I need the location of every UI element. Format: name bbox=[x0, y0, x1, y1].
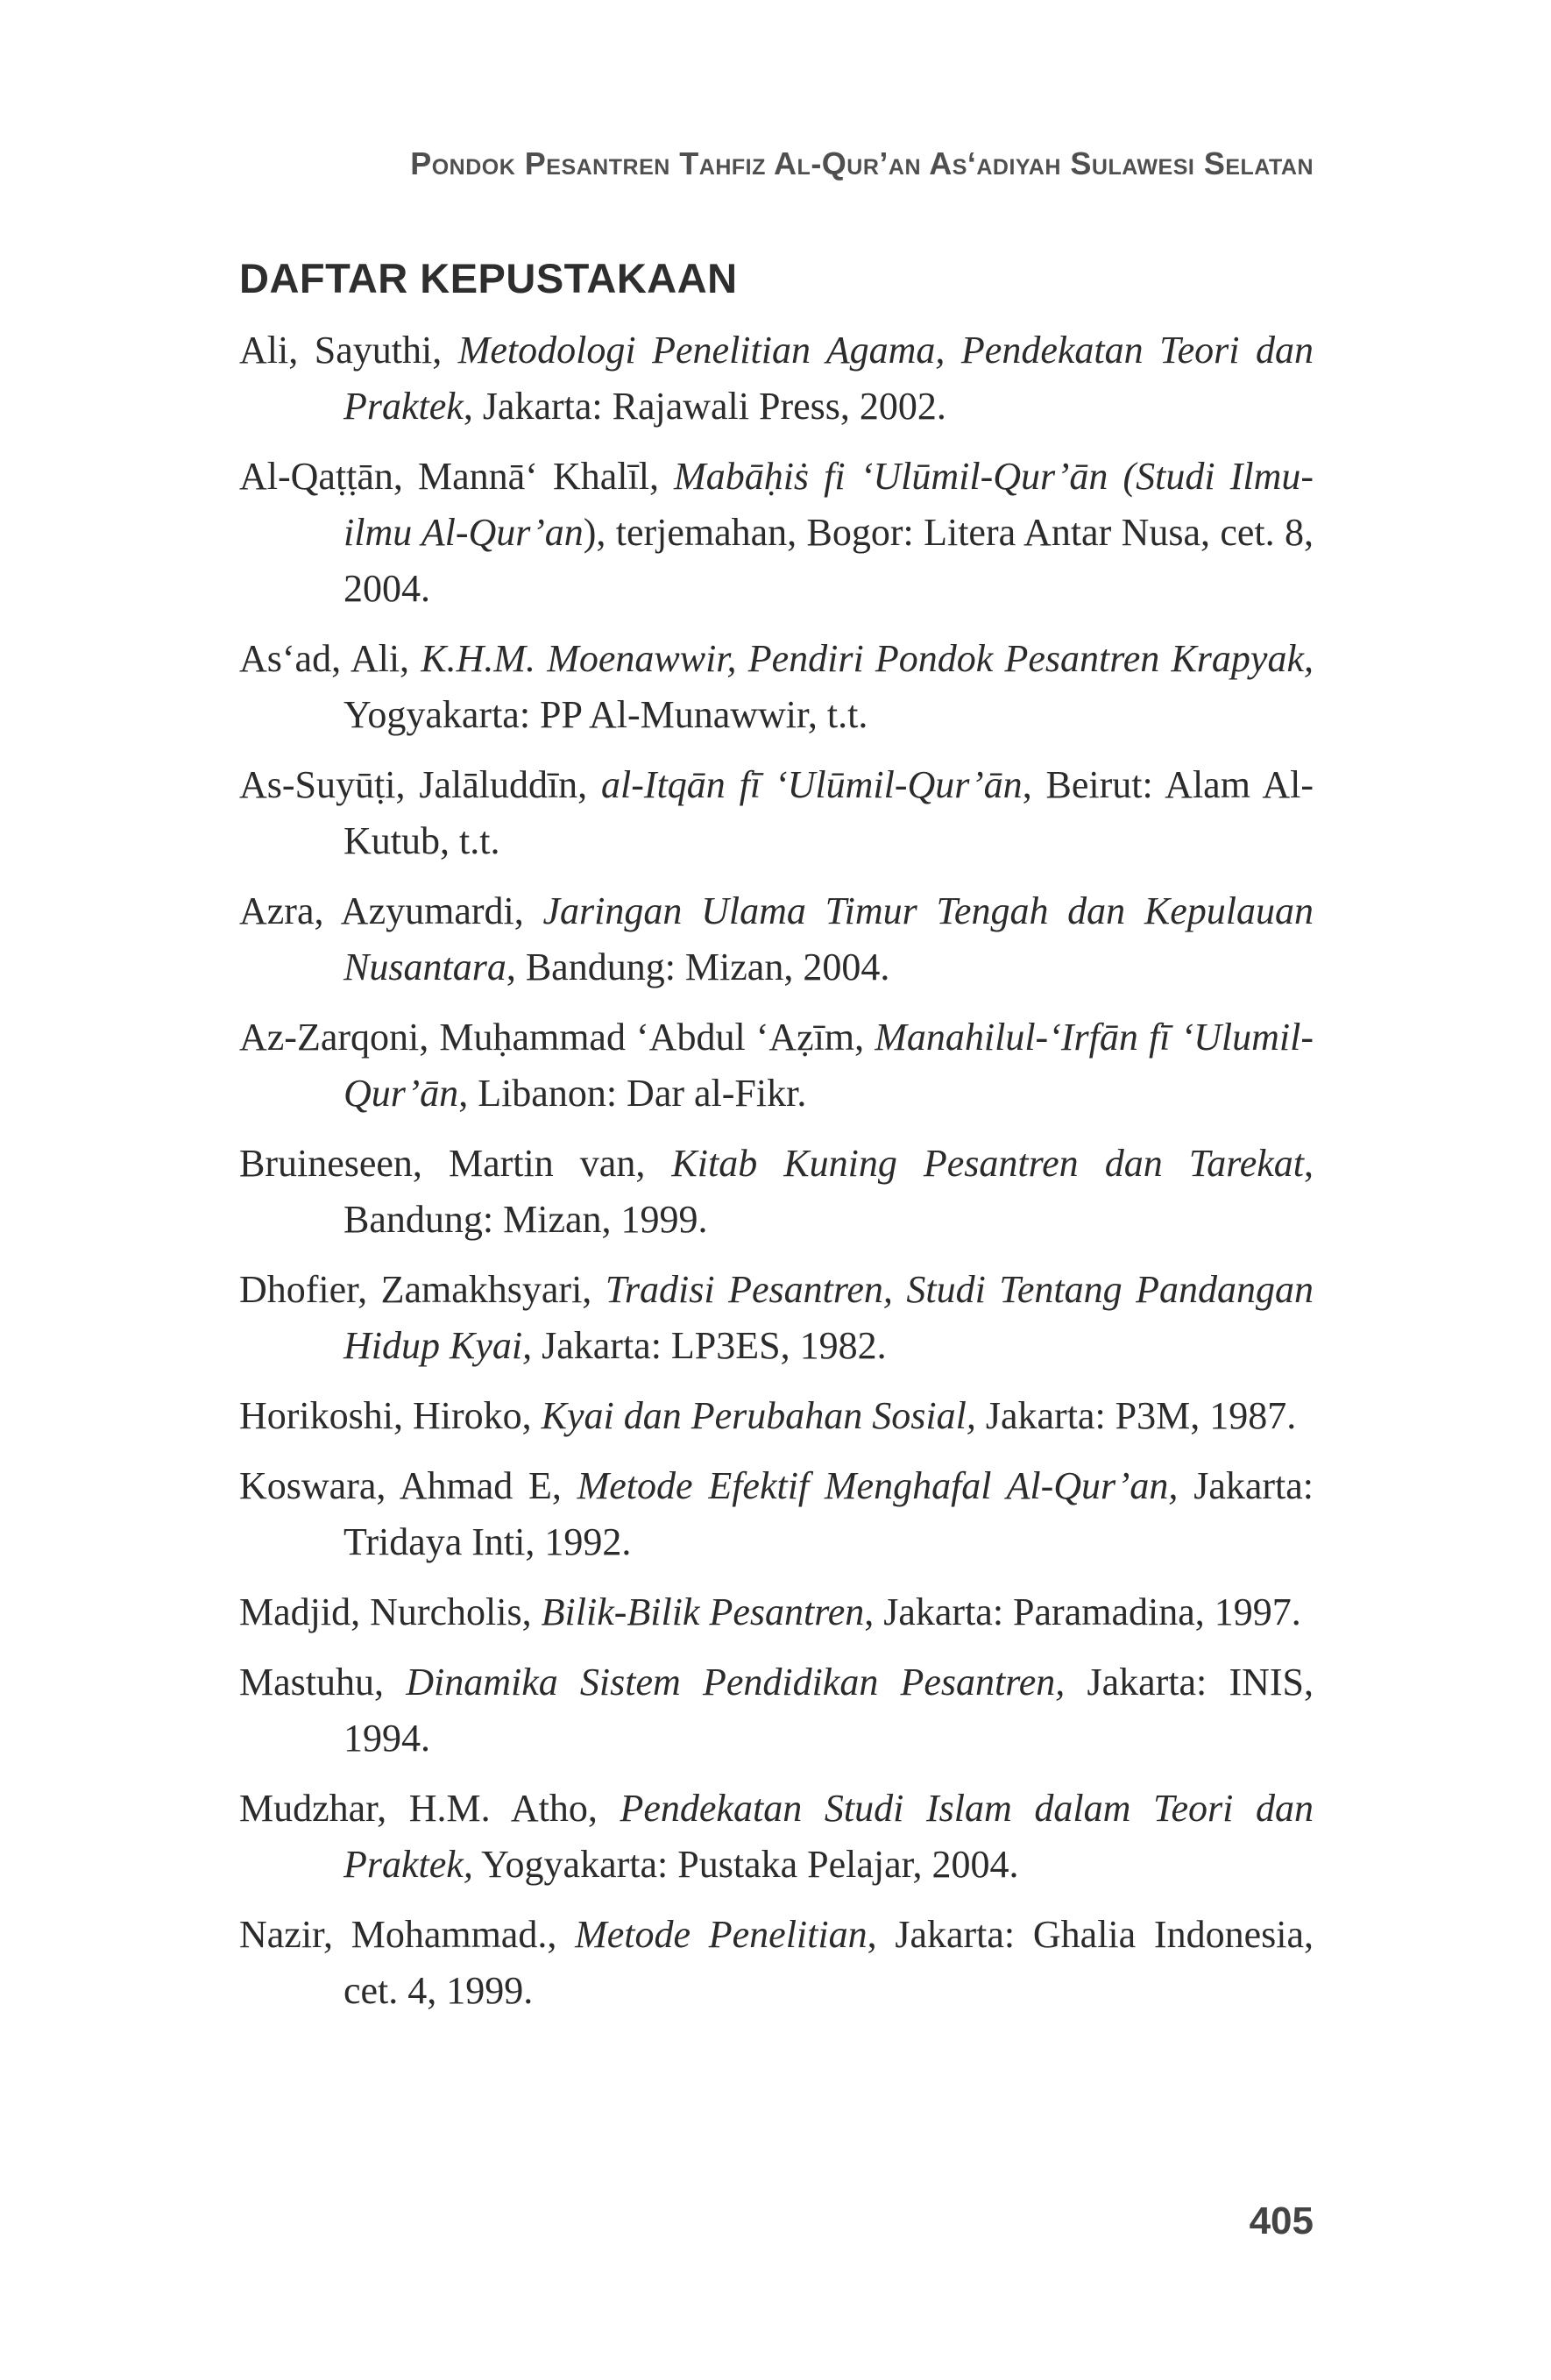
reference-publication: Yogyakarta: Pustaka Pelajar, 2004. bbox=[472, 1843, 1019, 1886]
reference-publication: , Beirut: Alam Al-Kutub, t.t. bbox=[343, 763, 1314, 862]
reference-publication: Jakarta: Tridaya Inti, 1992. bbox=[343, 1464, 1314, 1563]
reference-entry bbox=[239, 1136, 1314, 1248]
reference-publication: , Jakarta: Rajawali Press, 2002. bbox=[463, 385, 946, 428]
reference-author: Azra, Azyumardi, bbox=[239, 889, 543, 932]
reference-author: Mastuhu, bbox=[239, 1661, 407, 1704]
reference-list bbox=[239, 322, 1314, 2033]
reference-entry bbox=[239, 1907, 1314, 2019]
reference-publication: , Jakarta: Paramadina, 1997. bbox=[864, 1590, 1301, 1633]
reference-entry bbox=[239, 322, 1314, 435]
reference-entry bbox=[239, 1009, 1314, 1122]
page-number: 405 bbox=[1249, 2199, 1314, 2242]
reference-title: Metode Penelitian bbox=[575, 1913, 868, 1956]
reference-entry bbox=[239, 1584, 1314, 1640]
reference-publication: , Bandung: Mizan, 1999. bbox=[343, 1142, 1314, 1241]
reference-entry bbox=[239, 883, 1314, 995]
reference-author: Al-Qaṭṭān, Mannā‘ Khalīl, bbox=[239, 455, 675, 498]
reference-entry bbox=[239, 631, 1314, 743]
reference-author: As‘ad, Ali, bbox=[239, 637, 421, 680]
reference-title: Bilik-Bilik Pesantren bbox=[541, 1590, 865, 1633]
reference-publication: , Bandung: Mizan, 2004. bbox=[506, 946, 890, 988]
reference-entry bbox=[239, 1388, 1314, 1444]
reference-author: As-Suyūṭi, Jalāluddīn, bbox=[239, 763, 602, 806]
reference-publication: Jakarta: INIS, 1994. bbox=[343, 1661, 1314, 1760]
reference-publication: , Libanon: Dar al-Fikr. bbox=[458, 1072, 807, 1115]
reference-author: Horikoshi, Hiroko, bbox=[239, 1394, 542, 1437]
reference-entry bbox=[239, 449, 1314, 617]
reference-entry bbox=[239, 757, 1314, 869]
reference-title: Mabāḥiṡ fi ‘Ulūmil-Qur’ān (Studi Ilmu-ilmu Al-Qur’an bbox=[343, 455, 1314, 554]
reference-author: Nazir, Mohammad., bbox=[239, 1913, 576, 1956]
reference-author: Koswara, Ahmad E, bbox=[239, 1464, 577, 1507]
reference-title: K.H.M. Moenawwir, Pendiri Pondok Pesantren Krapyak, bbox=[421, 637, 1314, 680]
reference-title: Kyai dan Perubahan Sosial, bbox=[541, 1394, 976, 1437]
reference-publication: Yogyakarta: PP Al-Munawwir, t.t. bbox=[343, 693, 868, 736]
reference-author: Az-Zarqoni, Muḥammad ‘Abdul ‘Aẓīm, bbox=[239, 1016, 875, 1059]
reference-title: Manahilul-‘Irfān fī ‘Ulumil-Qur’ān bbox=[343, 1016, 1314, 1115]
reference-title: Jaringan Ulama Timur Tengah dan Kepulauan Nusantara bbox=[343, 889, 1314, 988]
reference-title: al-Itqān fī ‘Ulūmil-Qur’ān bbox=[601, 763, 1023, 806]
reference-publication: Jakarta: P3M, 1987. bbox=[975, 1394, 1297, 1437]
reference-entry bbox=[239, 1654, 1314, 1767]
reference-author: Mudzhar, H.M. Atho, bbox=[239, 1787, 620, 1830]
section-title: DAFTAR KEPUSTAKAAN bbox=[239, 255, 738, 301]
reference-entry bbox=[239, 1262, 1314, 1374]
reference-publication: Jakarta: LP3ES, 1982. bbox=[532, 1324, 887, 1367]
reference-title: Dinamika Sistem Pendidikan Pesantren, bbox=[406, 1661, 1066, 1704]
reference-author: Dhofier, Zamakhsyari, bbox=[239, 1268, 606, 1311]
reference-title: Metode Efektif Menghafal Al-Qur’an, bbox=[577, 1464, 1179, 1507]
running-header: Pondok Pesantren Tahfiz Al-Qur’an As‘adiyah Sulawesi Selatan bbox=[410, 145, 1314, 181]
reference-title: Kitab Kuning Pesantren dan Tarekat bbox=[671, 1142, 1304, 1185]
reference-entry bbox=[239, 1458, 1314, 1570]
reference-author: Ali, Sayuthi, bbox=[239, 329, 458, 372]
reference-publication: ), terjemahan, Bogor: Litera Antar Nusa, cet. 8, 2004. bbox=[343, 511, 1314, 610]
reference-title: Metodologi Penelitian Agama, Pendekatan Teori dan Praktek bbox=[343, 329, 1314, 428]
reference-title: Pendekatan Studi Islam dalam Teori dan Praktek, bbox=[343, 1787, 1314, 1886]
reference-entry bbox=[239, 1781, 1314, 1893]
reference-author: Bruineseen, Martin van, bbox=[239, 1142, 672, 1185]
reference-author: Madjid, Nurcholis, bbox=[239, 1590, 542, 1633]
reference-publication: , Jakarta: Ghalia Indonesia, cet. 4, 1999. bbox=[343, 1913, 1314, 2012]
reference-title: Tradisi Pesantren, Studi Tentang Pandangan Hidup Kyai, bbox=[343, 1268, 1314, 1367]
